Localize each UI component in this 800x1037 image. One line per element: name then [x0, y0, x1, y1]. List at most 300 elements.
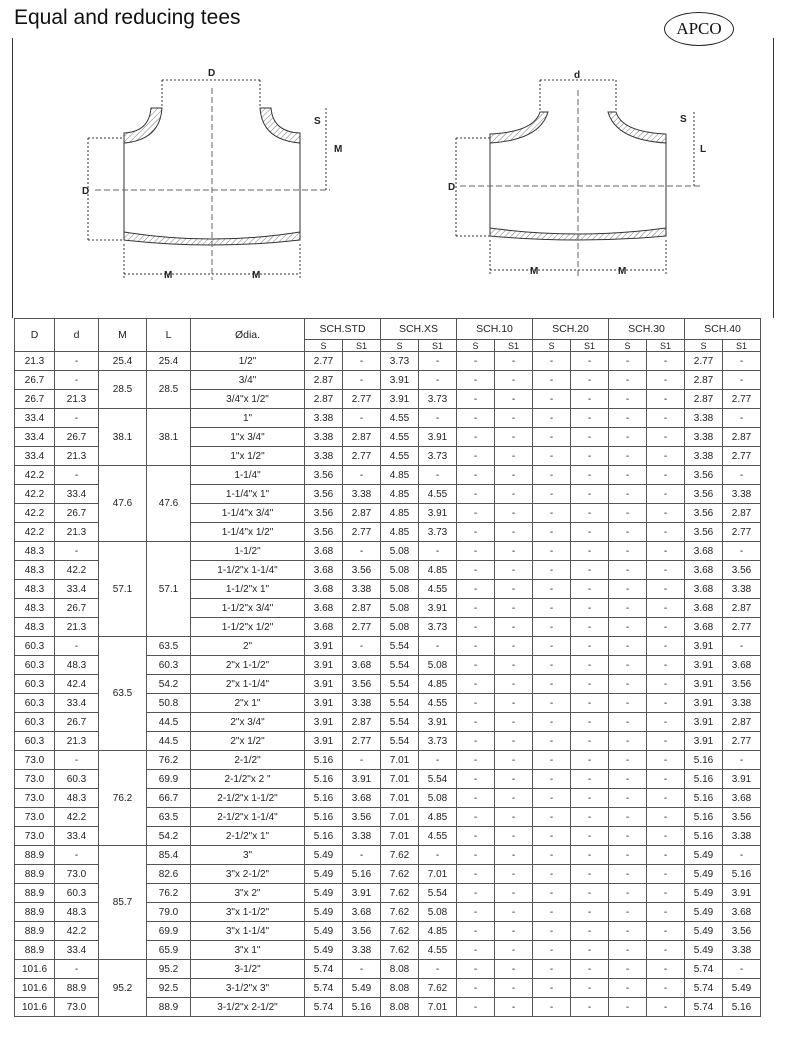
- cell-L: 82.6: [147, 865, 191, 884]
- table-row: [15, 409, 761, 428]
- cell-wall-thickness: -: [723, 846, 761, 865]
- cell-wall-thickness: 3.38: [723, 485, 761, 504]
- cell-D: 21.3: [15, 352, 55, 371]
- cell-dia: 3/4"x 1/2": [191, 390, 305, 409]
- cell-d: 21.3: [55, 618, 99, 637]
- cell-wall-thickness: 5.54: [381, 656, 419, 675]
- cell-wall-thickness: 3.38: [343, 827, 381, 846]
- cell-wall-thickness: -: [533, 732, 571, 751]
- cell-wall-thickness: -: [647, 751, 685, 770]
- cell-dia: 2"x 1": [191, 694, 305, 713]
- cell-wall-thickness: -: [533, 789, 571, 808]
- cell-wall-thickness: -: [609, 542, 647, 561]
- cell-wall-thickness: -: [571, 903, 609, 922]
- cell-wall-thickness: -: [533, 504, 571, 523]
- cell-L: 60.3: [147, 656, 191, 675]
- cell-wall-thickness: -: [647, 390, 685, 409]
- header-M: M: [99, 319, 147, 352]
- cell-dia: 3": [191, 846, 305, 865]
- cell-wall-thickness: -: [457, 352, 495, 371]
- cell-M: 95.2: [99, 960, 147, 1017]
- cell-wall-thickness: -: [609, 428, 647, 447]
- cell-wall-thickness: -: [457, 941, 495, 960]
- cell-wall-thickness: 3.56: [723, 561, 761, 580]
- cell-wall-thickness: -: [647, 466, 685, 485]
- cell-wall-thickness: -: [571, 922, 609, 941]
- cell-wall-thickness: 3.68: [723, 789, 761, 808]
- cell-wall-thickness: 3.56: [723, 922, 761, 941]
- left-label-S: S: [314, 116, 321, 127]
- cell-wall-thickness: 3.91: [723, 770, 761, 789]
- cell-wall-thickness: -: [457, 656, 495, 675]
- cell-wall-thickness: -: [609, 447, 647, 466]
- cell-wall-thickness: 3.73: [419, 447, 457, 466]
- cell-d: 21.3: [55, 523, 99, 542]
- cell-wall-thickness: 5.74: [685, 998, 723, 1017]
- cell-d: 73.0: [55, 998, 99, 1017]
- cell-wall-thickness: 5.16: [343, 998, 381, 1017]
- cell-d: 21.3: [55, 447, 99, 466]
- cell-wall-thickness: 4.85: [419, 922, 457, 941]
- cell-L: 76.2: [147, 884, 191, 903]
- cell-L: 88.9: [147, 998, 191, 1017]
- cell-wall-thickness: -: [495, 998, 533, 1017]
- cell-wall-thickness: -: [571, 618, 609, 637]
- left-label-M-side: M: [334, 144, 343, 155]
- cell-wall-thickness: -: [533, 694, 571, 713]
- cell-dia: 1-1/2"x 1/2": [191, 618, 305, 637]
- cell-wall-thickness: -: [457, 922, 495, 941]
- cell-L: 63.5: [147, 808, 191, 827]
- cell-wall-thickness: -: [495, 523, 533, 542]
- cell-d: 26.7: [55, 504, 99, 523]
- cell-wall-thickness: 7.01: [381, 808, 419, 827]
- cell-wall-thickness: -: [457, 409, 495, 428]
- cell-wall-thickness: -: [647, 941, 685, 960]
- cell-wall-thickness: 5.16: [305, 751, 343, 770]
- tee-diagrams: [0, 0, 800, 318]
- cell-L: 44.5: [147, 732, 191, 751]
- cell-wall-thickness: 5.08: [381, 599, 419, 618]
- cell-wall-thickness: 8.08: [381, 960, 419, 979]
- cell-wall-thickness: -: [609, 865, 647, 884]
- cell-wall-thickness: -: [495, 542, 533, 561]
- cell-wall-thickness: 3.68: [343, 789, 381, 808]
- cell-wall-thickness: -: [647, 523, 685, 542]
- cell-wall-thickness: 3.68: [685, 580, 723, 599]
- cell-wall-thickness: 3.38: [723, 580, 761, 599]
- table-row: [15, 751, 761, 770]
- cell-wall-thickness: -: [495, 808, 533, 827]
- cell-wall-thickness: -: [571, 447, 609, 466]
- cell-wall-thickness: 5.54: [381, 637, 419, 656]
- cell-wall-thickness: -: [533, 485, 571, 504]
- cell-wall-thickness: 5.16: [685, 751, 723, 770]
- apco-logo: APCO: [664, 12, 734, 46]
- cell-wall-thickness: -: [495, 827, 533, 846]
- cell-d: 42.2: [55, 561, 99, 580]
- cell-wall-thickness: -: [647, 713, 685, 732]
- cell-dia: 1-1/2": [191, 542, 305, 561]
- cell-wall-thickness: -: [495, 466, 533, 485]
- cell-wall-thickness: 3.68: [685, 618, 723, 637]
- cell-wall-thickness: 7.01: [419, 998, 457, 1017]
- cell-wall-thickness: -: [533, 770, 571, 789]
- header-sch-40: SCH.40: [685, 319, 761, 340]
- cell-wall-thickness: -: [609, 941, 647, 960]
- cell-wall-thickness: -: [571, 352, 609, 371]
- cell-wall-thickness: 3.38: [305, 447, 343, 466]
- header-D: D: [15, 319, 55, 352]
- cell-wall-thickness: 2.77: [723, 390, 761, 409]
- cell-d: 48.3: [55, 656, 99, 675]
- cell-wall-thickness: -: [457, 580, 495, 599]
- cell-wall-thickness: 2.77: [305, 352, 343, 371]
- subheader-s1: S1: [647, 340, 685, 352]
- cell-wall-thickness: 5.54: [381, 675, 419, 694]
- cell-d: 33.4: [55, 827, 99, 846]
- cell-wall-thickness: 5.49: [685, 941, 723, 960]
- cell-wall-thickness: -: [533, 371, 571, 390]
- cell-M: 38.1: [99, 409, 147, 466]
- cell-dia: 1-1/4"x 1": [191, 485, 305, 504]
- cell-L: 66.7: [147, 789, 191, 808]
- cell-wall-thickness: -: [495, 428, 533, 447]
- cell-wall-thickness: -: [533, 542, 571, 561]
- cell-wall-thickness: -: [495, 751, 533, 770]
- cell-wall-thickness: -: [457, 751, 495, 770]
- cell-D: 42.2: [15, 485, 55, 504]
- cell-wall-thickness: -: [495, 504, 533, 523]
- cell-wall-thickness: 3.68: [305, 618, 343, 637]
- cell-wall-thickness: 5.16: [343, 865, 381, 884]
- subheader-s: S: [609, 340, 647, 352]
- cell-wall-thickness: -: [609, 903, 647, 922]
- cell-D: 88.9: [15, 846, 55, 865]
- cell-D: 73.0: [15, 789, 55, 808]
- cell-wall-thickness: 3.68: [343, 656, 381, 675]
- cell-wall-thickness: -: [495, 865, 533, 884]
- cell-L: 28.5: [147, 371, 191, 409]
- cell-wall-thickness: -: [495, 789, 533, 808]
- cell-wall-thickness: -: [533, 808, 571, 827]
- cell-wall-thickness: -: [457, 428, 495, 447]
- cell-wall-thickness: -: [647, 599, 685, 618]
- cell-wall-thickness: 3.56: [305, 466, 343, 485]
- equal-tee-drawing: [88, 80, 330, 280]
- cell-wall-thickness: -: [647, 447, 685, 466]
- cell-wall-thickness: -: [495, 371, 533, 390]
- cell-wall-thickness: -: [647, 732, 685, 751]
- cell-wall-thickness: -: [571, 751, 609, 770]
- cell-D: 60.3: [15, 675, 55, 694]
- subheader-s: S: [381, 340, 419, 352]
- cell-wall-thickness: 5.49: [685, 922, 723, 941]
- cell-d: 33.4: [55, 941, 99, 960]
- cell-wall-thickness: -: [457, 960, 495, 979]
- cell-wall-thickness: 5.08: [381, 542, 419, 561]
- cell-wall-thickness: 4.85: [381, 466, 419, 485]
- subheader-s1: S1: [723, 340, 761, 352]
- cell-wall-thickness: -: [609, 998, 647, 1017]
- cell-dia: 3"x 1": [191, 941, 305, 960]
- cell-wall-thickness: -: [495, 675, 533, 694]
- cell-wall-thickness: 7.62: [419, 979, 457, 998]
- cell-L: 57.1: [147, 542, 191, 637]
- cell-wall-thickness: -: [571, 865, 609, 884]
- cell-wall-thickness: -: [723, 637, 761, 656]
- cell-wall-thickness: -: [647, 960, 685, 979]
- header-sch-20: SCH.20: [533, 319, 609, 340]
- cell-wall-thickness: 4.85: [419, 808, 457, 827]
- cell-d: 33.4: [55, 485, 99, 504]
- cell-wall-thickness: 5.54: [381, 732, 419, 751]
- cell-D: 42.2: [15, 504, 55, 523]
- cell-wall-thickness: -: [609, 789, 647, 808]
- cell-wall-thickness: 3.91: [305, 675, 343, 694]
- cell-dia: 3"x 1-1/4": [191, 922, 305, 941]
- header-sch-xs: SCH.XS: [381, 319, 457, 340]
- cell-wall-thickness: -: [457, 865, 495, 884]
- cell-D: 42.2: [15, 466, 55, 485]
- cell-wall-thickness: -: [647, 409, 685, 428]
- table-row: [15, 846, 761, 865]
- cell-wall-thickness: 5.16: [723, 998, 761, 1017]
- cell-wall-thickness: -: [495, 656, 533, 675]
- cell-D: 48.3: [15, 618, 55, 637]
- cell-d: -: [55, 960, 99, 979]
- cell-L: 47.6: [147, 466, 191, 542]
- cell-wall-thickness: -: [609, 808, 647, 827]
- cell-wall-thickness: -: [571, 428, 609, 447]
- cell-wall-thickness: 3.56: [305, 523, 343, 542]
- cell-wall-thickness: -: [609, 504, 647, 523]
- cell-d: 60.3: [55, 770, 99, 789]
- cell-L: 85.4: [147, 846, 191, 865]
- cell-wall-thickness: -: [609, 409, 647, 428]
- cell-wall-thickness: 2.87: [305, 371, 343, 390]
- cell-wall-thickness: -: [571, 998, 609, 1017]
- cell-wall-thickness: -: [419, 637, 457, 656]
- cell-d: -: [55, 637, 99, 656]
- cell-wall-thickness: -: [609, 580, 647, 599]
- cell-wall-thickness: -: [419, 409, 457, 428]
- cell-wall-thickness: -: [723, 542, 761, 561]
- cell-wall-thickness: 3.38: [343, 941, 381, 960]
- cell-wall-thickness: 7.62: [381, 941, 419, 960]
- cell-wall-thickness: -: [495, 884, 533, 903]
- subheader-s: S: [457, 340, 495, 352]
- cell-D: 101.6: [15, 979, 55, 998]
- cell-wall-thickness: -: [533, 865, 571, 884]
- cell-wall-thickness: -: [571, 675, 609, 694]
- cell-wall-thickness: -: [419, 960, 457, 979]
- cell-wall-thickness: -: [495, 485, 533, 504]
- cell-wall-thickness: -: [343, 409, 381, 428]
- cell-wall-thickness: -: [457, 694, 495, 713]
- cell-wall-thickness: 3.68: [723, 903, 761, 922]
- cell-d: 33.4: [55, 694, 99, 713]
- cell-wall-thickness: -: [647, 504, 685, 523]
- cell-dia: 1/2": [191, 352, 305, 371]
- cell-wall-thickness: 3.56: [685, 485, 723, 504]
- cell-D: 88.9: [15, 903, 55, 922]
- cell-wall-thickness: -: [457, 846, 495, 865]
- reducing-tee-drawing: [456, 80, 700, 276]
- cell-wall-thickness: -: [457, 390, 495, 409]
- cell-wall-thickness: 5.49: [685, 884, 723, 903]
- cell-wall-thickness: 7.01: [381, 789, 419, 808]
- header-sch-10: SCH.10: [457, 319, 533, 340]
- cell-M: 85.7: [99, 846, 147, 960]
- cell-wall-thickness: 7.62: [381, 846, 419, 865]
- cell-wall-thickness: -: [457, 371, 495, 390]
- subheader-s1: S1: [343, 340, 381, 352]
- cell-d: -: [55, 466, 99, 485]
- cell-d: -: [55, 409, 99, 428]
- right-label-d-top: d: [574, 70, 581, 81]
- cell-wall-thickness: 5.49: [685, 846, 723, 865]
- cell-wall-thickness: 3.91: [419, 504, 457, 523]
- cell-wall-thickness: 3.68: [343, 903, 381, 922]
- cell-L: 54.2: [147, 675, 191, 694]
- cell-wall-thickness: -: [571, 941, 609, 960]
- cell-wall-thickness: 3.91: [685, 675, 723, 694]
- cell-wall-thickness: 5.49: [305, 884, 343, 903]
- cell-wall-thickness: 8.08: [381, 998, 419, 1017]
- cell-d: 26.7: [55, 428, 99, 447]
- cell-wall-thickness: 3.91: [305, 732, 343, 751]
- cell-wall-thickness: 3.56: [343, 675, 381, 694]
- cell-wall-thickness: 5.74: [305, 998, 343, 1017]
- cell-wall-thickness: -: [647, 485, 685, 504]
- cell-wall-thickness: -: [647, 637, 685, 656]
- cell-wall-thickness: 3.91: [685, 732, 723, 751]
- cell-wall-thickness: -: [647, 561, 685, 580]
- cell-wall-thickness: -: [343, 960, 381, 979]
- cell-wall-thickness: 3.68: [685, 561, 723, 580]
- cell-wall-thickness: -: [571, 846, 609, 865]
- cell-wall-thickness: -: [533, 960, 571, 979]
- cell-wall-thickness: -: [647, 903, 685, 922]
- cell-dia: 2-1/2"x 1-1/4": [191, 808, 305, 827]
- subheader-s: S: [533, 340, 571, 352]
- cell-wall-thickness: 3.68: [305, 580, 343, 599]
- left-label-D-side: D: [82, 186, 90, 197]
- cell-wall-thickness: -: [533, 561, 571, 580]
- cell-wall-thickness: 3.56: [343, 922, 381, 941]
- cell-M: 28.5: [99, 371, 147, 409]
- cell-wall-thickness: -: [609, 352, 647, 371]
- cell-wall-thickness: -: [609, 713, 647, 732]
- cell-wall-thickness: -: [723, 409, 761, 428]
- cell-wall-thickness: -: [457, 884, 495, 903]
- cell-d: 42.4: [55, 675, 99, 694]
- cell-wall-thickness: 3.38: [685, 447, 723, 466]
- cell-wall-thickness: -: [533, 827, 571, 846]
- header-d: d: [55, 319, 99, 352]
- cell-wall-thickness: 7.01: [381, 827, 419, 846]
- cell-wall-thickness: 4.85: [419, 561, 457, 580]
- cell-wall-thickness: 3.91: [305, 656, 343, 675]
- cell-wall-thickness: 3.91: [723, 884, 761, 903]
- cell-wall-thickness: 5.16: [723, 865, 761, 884]
- cell-wall-thickness: 5.74: [305, 979, 343, 998]
- cell-d: 60.3: [55, 884, 99, 903]
- cell-D: 60.3: [15, 694, 55, 713]
- table-row: [15, 352, 761, 371]
- cell-wall-thickness: 5.16: [685, 789, 723, 808]
- cell-wall-thickness: -: [723, 352, 761, 371]
- cell-wall-thickness: 5.49: [305, 922, 343, 941]
- cell-wall-thickness: -: [457, 523, 495, 542]
- cell-wall-thickness: -: [647, 694, 685, 713]
- cell-d: -: [55, 371, 99, 390]
- cell-wall-thickness: 3.68: [723, 656, 761, 675]
- cell-wall-thickness: 3.56: [685, 466, 723, 485]
- cell-wall-thickness: 5.54: [419, 770, 457, 789]
- cell-wall-thickness: 3.91: [343, 770, 381, 789]
- table-row: [15, 371, 761, 390]
- cell-wall-thickness: 2.77: [685, 352, 723, 371]
- cell-wall-thickness: -: [533, 884, 571, 903]
- cell-wall-thickness: -: [495, 447, 533, 466]
- cell-wall-thickness: -: [609, 599, 647, 618]
- cell-dia: 2"x 1-1/4": [191, 675, 305, 694]
- cell-wall-thickness: -: [571, 485, 609, 504]
- cell-wall-thickness: -: [609, 770, 647, 789]
- cell-wall-thickness: -: [495, 561, 533, 580]
- cell-wall-thickness: 8.08: [381, 979, 419, 998]
- cell-wall-thickness: -: [609, 637, 647, 656]
- cell-dia: 1-1/4": [191, 466, 305, 485]
- cell-D: 60.3: [15, 713, 55, 732]
- cell-wall-thickness: 2.87: [305, 390, 343, 409]
- cell-dia: 3"x 1-1/2": [191, 903, 305, 922]
- cell-wall-thickness: 3.38: [343, 485, 381, 504]
- subheader-s: S: [685, 340, 723, 352]
- cell-wall-thickness: -: [457, 447, 495, 466]
- cell-dia: 1-1/4"x 3/4": [191, 504, 305, 523]
- cell-dia: 2"x 3/4": [191, 713, 305, 732]
- cell-wall-thickness: 3.56: [723, 675, 761, 694]
- cell-wall-thickness: 2.87: [723, 428, 761, 447]
- cell-wall-thickness: 3.68: [305, 599, 343, 618]
- cell-L: 38.1: [147, 409, 191, 466]
- cell-wall-thickness: -: [495, 960, 533, 979]
- cell-wall-thickness: 2.87: [723, 713, 761, 732]
- cell-wall-thickness: -: [419, 352, 457, 371]
- cell-M: 25.4: [99, 352, 147, 371]
- cell-wall-thickness: 3.38: [343, 694, 381, 713]
- cell-wall-thickness: 5.16: [685, 827, 723, 846]
- right-label-L: L: [700, 144, 707, 155]
- cell-wall-thickness: 3.91: [419, 428, 457, 447]
- cell-wall-thickness: -: [571, 827, 609, 846]
- cell-wall-thickness: 5.08: [419, 903, 457, 922]
- cell-wall-thickness: -: [533, 409, 571, 428]
- cell-wall-thickness: -: [647, 352, 685, 371]
- cell-D: 48.3: [15, 599, 55, 618]
- cell-wall-thickness: -: [457, 599, 495, 618]
- cell-wall-thickness: 2.77: [723, 523, 761, 542]
- cell-wall-thickness: 4.55: [419, 485, 457, 504]
- cell-wall-thickness: -: [647, 656, 685, 675]
- cell-wall-thickness: -: [495, 352, 533, 371]
- cell-wall-thickness: -: [533, 922, 571, 941]
- cell-dia: 1"x 1/2": [191, 447, 305, 466]
- cell-wall-thickness: -: [647, 865, 685, 884]
